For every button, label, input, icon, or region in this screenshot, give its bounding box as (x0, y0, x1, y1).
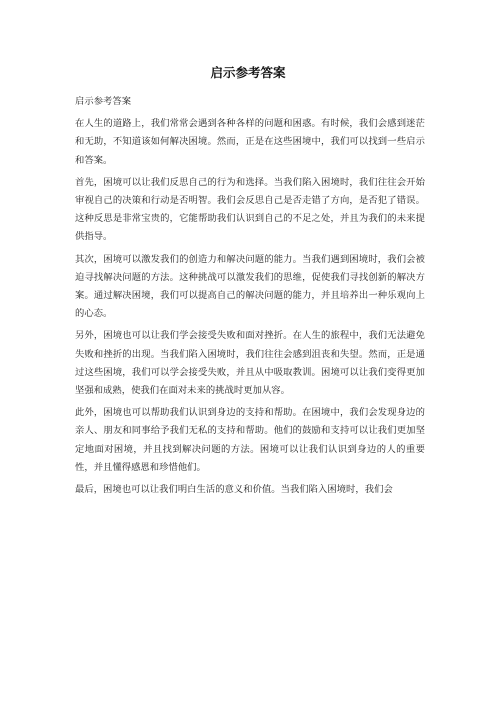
paragraph: 此外，困境也可以帮助我们认识到身边的支持和帮助。在困境中，我们会发现身边的亲人、朋友和同事给予我们无私的支持和帮助。他们的鼓励和支持可以让我们更加坚定地面对困境，并且找到解决问题的方法。困境可以让我们认识到身边的人的重要性，并且懂得感恩和珍惜他们。 (75, 407, 425, 473)
document-subtitle: 启示参考答案 (75, 96, 132, 107)
paragraph: 在人生的道路上，我们常常会遇到各种各样的问题和困惑。有时候，我们会感到迷茫和无助，不知道该如何解决困境。然而，正是在这些困境中，我们可以找到一些启示和答案。 (75, 118, 425, 166)
paragraph: 另外，困境也可以让我们学会接受失败和面对挫折。在人生的旅程中，我们无法避免失败和挫折的出现。当我们陷入困境时，我们往往会感到沮丧和失望。然而，正是通过这些困境，我们可以学会接受失败，并且从中吸取教训。困境可以让我们变得更加坚强和成熟，使我们在面对未来的挑战时更加从容。 (75, 330, 425, 397)
paragraph: 最后，困境也可以让我们明白生活的意义和价值。当我们陷入困境时，我们会 (75, 484, 393, 496)
paragraph: 首先，困境可以让我们反思自己的行为和选择。当我们陷入困境时，我们往往会开始审视自己的决策和行动是否明智。我们会反思自己是否走错了方向，是否犯了错误。这种反思是非常宝贵的，它能帮助我们认识到自己的不足之处，并且为我们的未来提供指导。 (75, 176, 425, 243)
paragraph: 其次，困境可以激发我们的创造力和解决问题的能力。当我们遇到困境时，我们会被迫寻找解决问题的方法。这种挑战可以激发我们的思维，促使我们寻找创新的解决方案。通过解决困境，我们可以提高自己的解决问题的能力，并且培养出一种乐观向上的心态。 (75, 253, 425, 320)
document-body (75, 93, 425, 503)
document-title: 启示参考答案 (210, 65, 286, 80)
